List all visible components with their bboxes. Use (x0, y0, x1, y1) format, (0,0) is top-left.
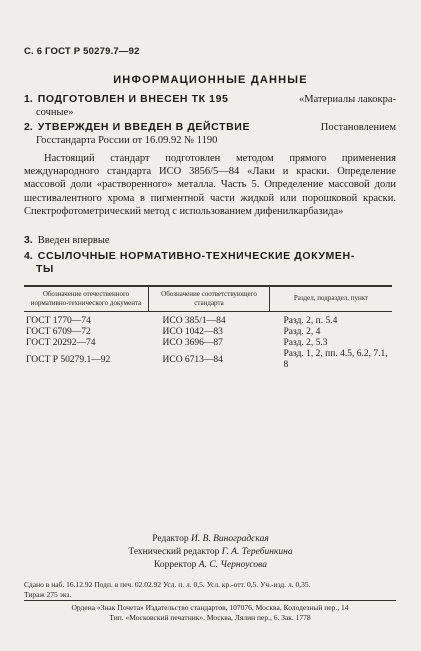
section-2-number: 2. (24, 121, 33, 133)
section-4-heading-line1: ССЫЛОЧНЫЕ НОРМАТИВНО-ТЕХНИЧЕСКИЕ ДОКУМЕН- (37, 250, 355, 262)
cell-gost: ГОСТ 20292—74 (26, 338, 96, 348)
cell-iso: ИСО 6713—84 (162, 354, 223, 365)
col-header-domestic-doc: Обозначение отечественного нормативно-технического документа (24, 287, 149, 312)
section-1-number: 1. (24, 93, 33, 105)
description-paragraph: Настоящий стандарт подготовлен методом прямого применения международного стандарта ИСО 3856/5—84 «Лаки и краски. Определение массовой доли «растворенного» металла. Часть 5. Определение массовой доли шестивалентного хрома в пигментной части жидкой или порошковой краски. Спектрофотометрический метод с использованием дифенилкарбазида» (24, 153, 396, 217)
section-1-text-line2: сочные» (36, 107, 74, 118)
credit-name: И. В. Виноградская (190, 534, 269, 544)
section-4-heading-line2: ТЫ (36, 263, 54, 275)
publisher-line-2: Тип. «Московский печатник». Москва, Лялин пер., 6. Зак. 1778 (109, 613, 311, 622)
credit-tech-editor (0, 546, 421, 559)
section-2-text-line1: Постановлением (320, 122, 396, 133)
section-2-heading: УТВЕРЖДЕН И ВВЕДЕН В ДЕЙСТВИЕ (37, 121, 251, 133)
publication-info (24, 580, 396, 600)
table-row (24, 338, 392, 349)
table-row (24, 349, 392, 371)
section-1-text-line1: «Материалы лакокра- (299, 94, 396, 105)
credit-proofreader (0, 559, 421, 572)
section-3-number: 3. (24, 234, 33, 246)
cell-gost: ГОСТ Р 50279.1—92 (26, 354, 111, 365)
credit-role: Редактор (152, 534, 189, 544)
footer-divider (24, 600, 396, 601)
section-3-text: Введен впервые (37, 235, 110, 246)
cell-iso: ИСО 1042—83 (162, 327, 223, 337)
references-table (24, 286, 392, 371)
credit-role: Технический редактор (128, 547, 220, 557)
section-4-number: 4. (24, 250, 33, 262)
credit-role: Корректор (154, 560, 197, 570)
cell-section: Разд. 2, 5.3 (283, 338, 328, 348)
cell-iso: ИСО 385/1—84 (162, 316, 226, 326)
section-2 (24, 121, 396, 147)
credits-block (0, 533, 421, 572)
section-3 (24, 234, 396, 247)
cell-iso: ИСО 3696—87 (162, 338, 223, 348)
col-header-corresponding-std: Обозначение соответствующего стандарта (149, 287, 270, 312)
section-4 (24, 250, 396, 276)
cell-gost: ГОСТ 6709—72 (26, 327, 91, 337)
credit-name: А. С. Черноусова (198, 560, 267, 570)
section-1 (24, 93, 396, 119)
page-header: С. 6 ГОСТ Р 50279.7—92 (24, 46, 140, 57)
credit-editor (0, 533, 421, 546)
publisher-line-1: Ордена «Знак Почета» Издательство стандартов, 107076, Москва, Колодезный пер., 14 (71, 603, 349, 612)
cell-gost: ГОСТ 1770—74 (26, 316, 91, 326)
col-header-section: Раздел, подраздел, пункт (270, 287, 393, 312)
cell-section: Разд. 2, п. 5.4 (283, 316, 338, 326)
cell-section: Разд. 1, 2, пп. 4.5, 6.2, 7.1, 8 (283, 349, 388, 370)
section-1-heading: ПОДГОТОВЛЕН И ВНЕСЕН ТК 195 (37, 93, 229, 105)
publisher-info (24, 603, 396, 623)
cell-section: Разд. 2, 4 (283, 327, 321, 337)
credit-name: Г. А. Теребинкина (221, 547, 293, 557)
publication-line-1: Сдано в наб. 16.12.92 Подп. в печ. 02.02.92 Усл. п. л. 0,5. Усл. кр.-отт. 0,5. Уч.-изд. л. 0,35. (24, 580, 311, 589)
page-title: ИНФОРМАЦИОННЫЕ ДАННЫЕ (113, 74, 308, 86)
table-row (24, 316, 392, 327)
section-2-text-line2: Госстандарта России от 16.09.92 № 1190 (36, 135, 218, 146)
publication-line-2: Тираж 275 экз. (24, 590, 72, 599)
table-row (24, 327, 392, 338)
